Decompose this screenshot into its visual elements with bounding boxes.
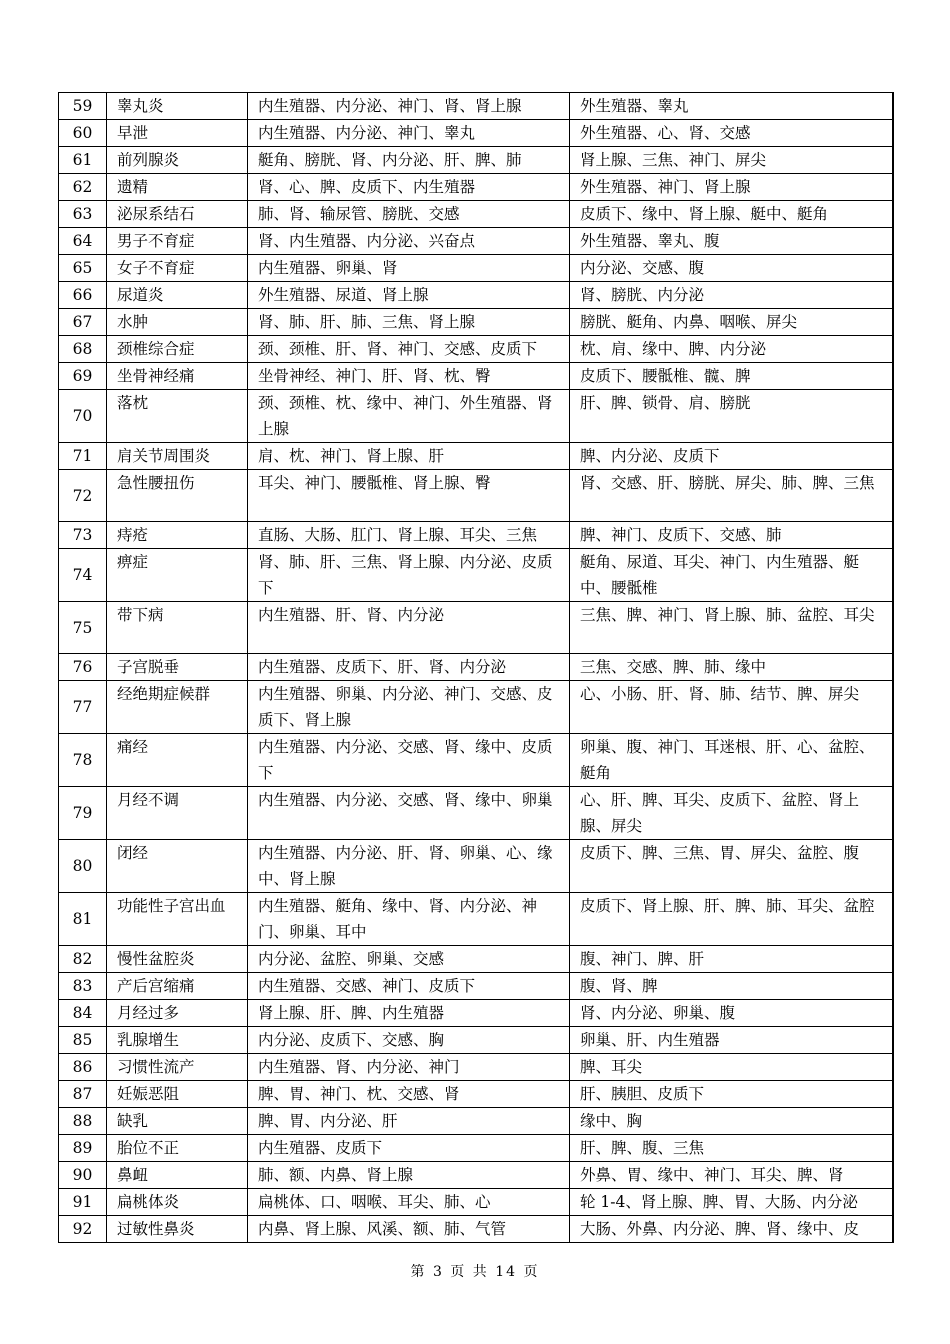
row-number: 72	[59, 470, 107, 522]
main-points: 内生殖器、内分泌、肝、肾、卵巢、心、缘中、肾上腺	[248, 840, 570, 893]
disease-name: 落枕	[107, 390, 248, 443]
table-row	[59, 309, 893, 336]
main-points: 肾、肺、肝、肺、三焦、肾上腺	[248, 309, 570, 336]
table-row	[59, 174, 893, 201]
main-points: 内生殖器、内分泌、交感、肾、缘中、皮质下	[248, 734, 570, 787]
row-number: 84	[59, 1000, 107, 1027]
auxiliary-points: 肾、膀胱、内分泌	[570, 282, 893, 309]
row-number: 65	[59, 255, 107, 282]
auxiliary-points: 外生殖器、心、肾、交感	[570, 120, 893, 147]
auxiliary-points: 心、小肠、肝、肾、肺、结节、脾、屏尖	[570, 681, 893, 734]
disease-name: 过敏性鼻炎	[107, 1216, 248, 1243]
auxiliary-points: 脾、内分泌、皮质下	[570, 443, 893, 470]
main-points: 脾、胃、神门、枕、交感、肾	[248, 1081, 570, 1108]
table-row	[59, 1216, 893, 1243]
row-number: 64	[59, 228, 107, 255]
table-row	[59, 1189, 893, 1216]
row-number: 70	[59, 390, 107, 443]
auxiliary-points: 卵巢、腹、神门、耳迷根、肝、心、盆腔、艇角	[570, 734, 893, 787]
main-points: 内生殖器、肾、内分泌、神门	[248, 1054, 570, 1081]
table-row	[59, 946, 893, 973]
row-number: 79	[59, 787, 107, 840]
table-row	[59, 336, 893, 363]
main-points: 内生殖器、皮质下	[248, 1135, 570, 1162]
row-number: 62	[59, 174, 107, 201]
table-row	[59, 1162, 893, 1189]
table-row	[59, 93, 893, 120]
disease-name: 睾丸炎	[107, 93, 248, 120]
disease-name: 痔疮	[107, 522, 248, 549]
row-number: 73	[59, 522, 107, 549]
main-points: 内生殖器、卵巢、肾	[248, 255, 570, 282]
auxiliary-points: 脾、神门、皮质下、交感、肺	[570, 522, 893, 549]
auxiliary-points: 皮质下、肾上腺、肝、脾、肺、耳尖、盆腔	[570, 893, 893, 946]
row-number: 66	[59, 282, 107, 309]
table-row	[59, 201, 893, 228]
auxiliary-points: 三焦、脾、神门、肾上腺、肺、盆腔、耳尖	[570, 602, 893, 654]
auxiliary-points: 缘中、胸	[570, 1108, 893, 1135]
row-number: 59	[59, 93, 107, 120]
auxiliary-points: 肝、脾、腹、三焦	[570, 1135, 893, 1162]
auxiliary-points: 腹、肾、脾	[570, 973, 893, 1000]
auxiliary-points: 外生殖器、神门、肾上腺	[570, 174, 893, 201]
auxiliary-points: 三焦、交感、脾、肺、缘中	[570, 654, 893, 681]
main-points: 内生殖器、交感、神门、皮质下	[248, 973, 570, 1000]
auxiliary-points: 膀胱、艇角、内鼻、咽喉、屏尖	[570, 309, 893, 336]
main-points: 内生殖器、内分泌、神门、睾丸	[248, 120, 570, 147]
table-row	[59, 973, 893, 1000]
row-number: 90	[59, 1162, 107, 1189]
row-number: 68	[59, 336, 107, 363]
row-number: 61	[59, 147, 107, 174]
main-points: 内生殖器、卵巢、内分泌、神门、交感、皮质下、肾上腺	[248, 681, 570, 734]
table-row	[59, 255, 893, 282]
auxiliary-points: 皮质下、腰骶椎、髋、脾	[570, 363, 893, 390]
row-number: 91	[59, 1189, 107, 1216]
disease-name: 经绝期症候群	[107, 681, 248, 734]
row-number: 75	[59, 602, 107, 654]
main-points: 肾、内生殖器、内分泌、兴奋点	[248, 228, 570, 255]
auxiliary-points: 枕、肩、缘中、脾、内分泌	[570, 336, 893, 363]
disease-name: 慢性盆腔炎	[107, 946, 248, 973]
main-points: 肺、肾、输尿管、膀胱、交感	[248, 201, 570, 228]
row-number: 74	[59, 549, 107, 602]
auxiliary-points: 艇角、尿道、耳尖、神门、内生殖器、艇中、腰骶椎	[570, 549, 893, 602]
auxiliary-points: 肾、内分泌、卵巢、腹	[570, 1000, 893, 1027]
row-number: 76	[59, 654, 107, 681]
table-row	[59, 363, 893, 390]
disease-name: 鼻衄	[107, 1162, 248, 1189]
auxiliary-points: 内分泌、交感、腹	[570, 255, 893, 282]
disease-name: 月经过多	[107, 1000, 248, 1027]
main-points: 内生殖器、艇角、缘中、肾、内分泌、神门、卵巢、耳中	[248, 893, 570, 946]
disease-name: 颈椎综合症	[107, 336, 248, 363]
row-number: 86	[59, 1054, 107, 1081]
disease-name: 痹症	[107, 549, 248, 602]
auxiliary-points: 外生殖器、睾丸	[570, 93, 893, 120]
main-points: 内生殖器、肝、肾、内分泌	[248, 602, 570, 654]
row-number: 88	[59, 1108, 107, 1135]
row-number: 83	[59, 973, 107, 1000]
table-body	[59, 93, 893, 1243]
row-number: 89	[59, 1135, 107, 1162]
disease-name: 早泄	[107, 120, 248, 147]
main-points: 肺、额、内鼻、肾上腺	[248, 1162, 570, 1189]
table-row	[59, 787, 893, 840]
disease-name: 急性腰扭伤	[107, 470, 248, 522]
auxiliary-points: 皮质下、脾、三焦、胃、屏尖、盆腔、腹	[570, 840, 893, 893]
auxiliary-points: 大肠、外鼻、内分泌、脾、肾、缘中、皮	[570, 1216, 893, 1243]
table-row	[59, 147, 893, 174]
main-points: 外生殖器、尿道、肾上腺	[248, 282, 570, 309]
disease-name: 痛经	[107, 734, 248, 787]
main-points: 颈、颈椎、肝、肾、神门、交感、皮质下	[248, 336, 570, 363]
table-row	[59, 1081, 893, 1108]
main-points: 内生殖器、皮质下、肝、肾、内分泌	[248, 654, 570, 681]
table-row	[59, 681, 893, 734]
main-points: 脾、胃、内分泌、肝	[248, 1108, 570, 1135]
disease-name: 胎位不正	[107, 1135, 248, 1162]
table-row	[59, 1135, 893, 1162]
table-row	[59, 522, 893, 549]
table-row	[59, 1027, 893, 1054]
table-row	[59, 549, 893, 602]
table-row	[59, 840, 893, 893]
row-number: 78	[59, 734, 107, 787]
main-points: 内分泌、皮质下、交感、胸	[248, 1027, 570, 1054]
main-points: 肩、枕、神门、肾上腺、肝	[248, 443, 570, 470]
main-points: 内分泌、盆腔、卵巢、交感	[248, 946, 570, 973]
main-points: 坐骨神经、神门、肝、肾、枕、臀	[248, 363, 570, 390]
disease-name: 泌尿系结石	[107, 201, 248, 228]
disease-name: 男子不育症	[107, 228, 248, 255]
auxiliary-points: 卵巢、肝、内生殖器	[570, 1027, 893, 1054]
table-row	[59, 228, 893, 255]
auxiliary-points: 脾、耳尖	[570, 1054, 893, 1081]
main-points: 肾、肺、肝、三焦、肾上腺、内分泌、皮质下	[248, 549, 570, 602]
table-row	[59, 282, 893, 309]
table-row	[59, 1108, 893, 1135]
disease-name: 女子不育症	[107, 255, 248, 282]
acupoint-table	[58, 92, 894, 1243]
auxiliary-points: 心、肝、脾、耳尖、皮质下、盆腔、肾上腺、屏尖	[570, 787, 893, 840]
table-row	[59, 654, 893, 681]
row-number: 82	[59, 946, 107, 973]
table-row	[59, 390, 893, 443]
table-row	[59, 443, 893, 470]
auxiliary-points: 肝、脾、锁骨、肩、膀胱	[570, 390, 893, 443]
row-number: 60	[59, 120, 107, 147]
main-points: 颈、颈椎、枕、缘中、神门、外生殖器、肾上腺	[248, 390, 570, 443]
main-points: 扁桃体、口、咽喉、耳尖、肺、心	[248, 1189, 570, 1216]
row-number: 81	[59, 893, 107, 946]
disease-name: 月经不调	[107, 787, 248, 840]
table-row	[59, 602, 893, 654]
main-points: 艇角、膀胱、肾、内分泌、肝、脾、肺	[248, 147, 570, 174]
disease-name: 子宫脱垂	[107, 654, 248, 681]
auxiliary-points: 肾、交感、肝、膀胱、屏尖、肺、脾、三焦	[570, 470, 893, 522]
main-points: 肾上腺、肝、脾、内生殖器	[248, 1000, 570, 1027]
table-row	[59, 1054, 893, 1081]
page-footer: 第 3 页 共 14 页	[410, 1264, 540, 1280]
disease-name: 坐骨神经痛	[107, 363, 248, 390]
auxiliary-points: 轮 1-4、肾上腺、脾、胃、大肠、内分泌	[570, 1189, 893, 1216]
row-number: 63	[59, 201, 107, 228]
disease-name: 前列腺炎	[107, 147, 248, 174]
row-number: 85	[59, 1027, 107, 1054]
main-points: 耳尖、神门、腰骶椎、肾上腺、臀	[248, 470, 570, 522]
row-number: 92	[59, 1216, 107, 1243]
main-points: 直肠、大肠、肛门、肾上腺、耳尖、三焦	[248, 522, 570, 549]
main-points: 肾、心、脾、皮质下、内生殖器	[248, 174, 570, 201]
table-row	[59, 893, 893, 946]
disease-name: 妊娠恶阻	[107, 1081, 248, 1108]
disease-name: 尿道炎	[107, 282, 248, 309]
auxiliary-points: 外生殖器、睾丸、腹	[570, 228, 893, 255]
disease-name: 带下病	[107, 602, 248, 654]
disease-name: 遗精	[107, 174, 248, 201]
row-number: 87	[59, 1081, 107, 1108]
table-row	[59, 734, 893, 787]
disease-name: 水肿	[107, 309, 248, 336]
main-points: 内生殖器、内分泌、交感、肾、缘中、卵巢	[248, 787, 570, 840]
disease-name: 功能性子宫出血	[107, 893, 248, 946]
row-number: 67	[59, 309, 107, 336]
disease-name: 缺乳	[107, 1108, 248, 1135]
row-number: 80	[59, 840, 107, 893]
auxiliary-points: 肝、胰胆、皮质下	[570, 1081, 893, 1108]
table-row	[59, 1000, 893, 1027]
disease-name: 乳腺增生	[107, 1027, 248, 1054]
table-row	[59, 470, 893, 522]
auxiliary-points: 皮质下、缘中、肾上腺、艇中、艇角	[570, 201, 893, 228]
row-number: 69	[59, 363, 107, 390]
main-points: 内生殖器、内分泌、神门、肾、肾上腺	[248, 93, 570, 120]
auxiliary-points: 肾上腺、三焦、神门、屏尖	[570, 147, 893, 174]
auxiliary-points: 外鼻、胃、缘中、神门、耳尖、脾、肾	[570, 1162, 893, 1189]
disease-name: 肩关节周围炎	[107, 443, 248, 470]
disease-name: 习惯性流产	[107, 1054, 248, 1081]
disease-name: 闭经	[107, 840, 248, 893]
disease-name: 扁桃体炎	[107, 1189, 248, 1216]
main-points: 内鼻、肾上腺、风溪、额、肺、气管	[248, 1216, 570, 1243]
row-number: 77	[59, 681, 107, 734]
table-row	[59, 120, 893, 147]
row-number: 71	[59, 443, 107, 470]
disease-name: 产后宫缩痛	[107, 973, 248, 1000]
auxiliary-points: 腹、神门、脾、肝	[570, 946, 893, 973]
